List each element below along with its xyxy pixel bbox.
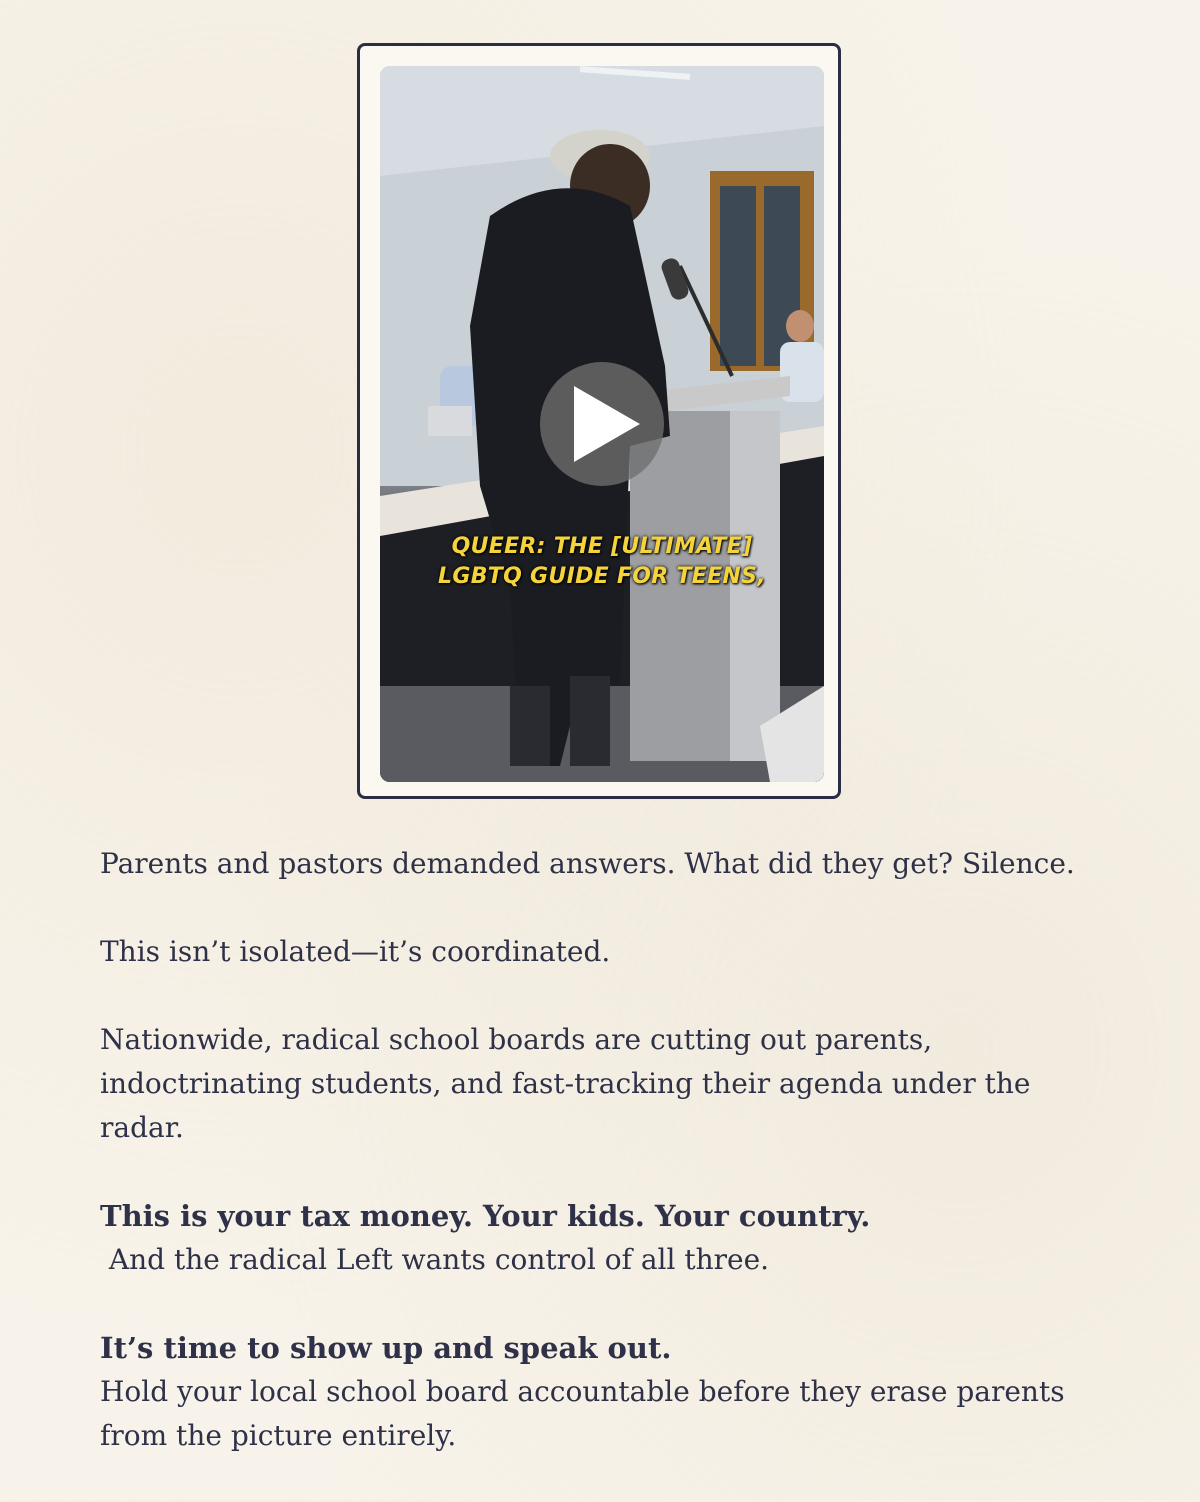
- caption-line-2: LGBTQ GUIDE FOR TEENS,: [438, 564, 766, 589]
- caption-line-1: QUEER: THE [ULTIMATE]: [451, 534, 753, 559]
- tax-money-headline: This is your tax money. Your kids. Your country.: [100, 1199, 871, 1233]
- video-player[interactable]: [380, 66, 824, 782]
- paragraph-nationwide: Nationwide, radical school boards are cutting out parents, indoctrinating students, and fast-tracking their agenda under the radar.: [100, 1023, 1031, 1144]
- video-embed-frame: [357, 43, 841, 799]
- article-body: [100, 842, 1100, 1502]
- play-icon: [574, 386, 640, 462]
- play-button[interactable]: [540, 362, 664, 486]
- video-caption: [380, 532, 824, 592]
- paragraph-silence: Parents and pastors demanded answers. What did they get? Silence.: [100, 847, 1075, 880]
- paragraph-speak-out: [100, 1326, 1100, 1458]
- paragraph-coordinated: This isn’t isolated—it’s coordinated.: [100, 935, 611, 968]
- tax-money-text: And the radical Left wants control of all three.: [100, 1243, 770, 1276]
- speak-out-text: Hold your local school board accountable before they erase parents from the picture entirely.: [100, 1375, 1065, 1452]
- paragraph-tax-money: [100, 1194, 1100, 1282]
- speak-out-headline: It’s time to show up and speak out.: [100, 1331, 672, 1365]
